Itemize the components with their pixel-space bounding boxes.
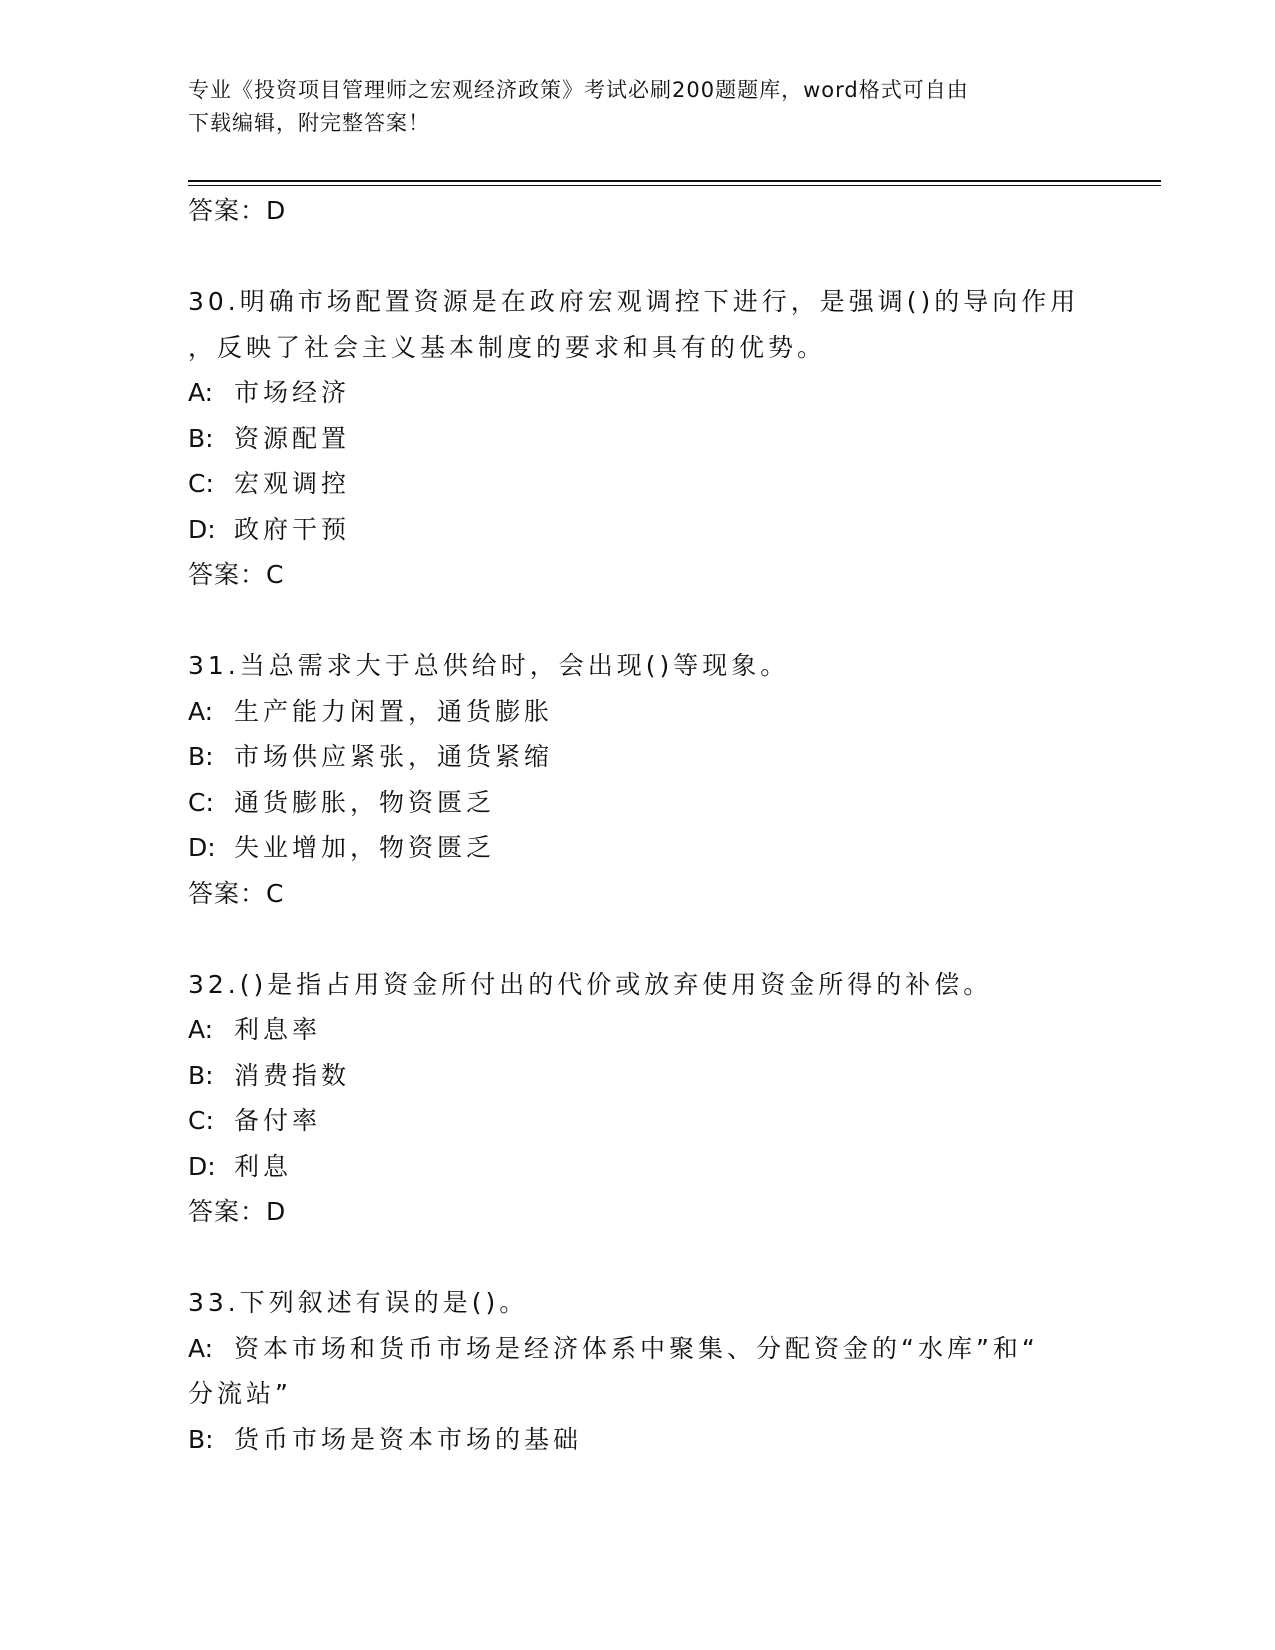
option-letter: B: [188, 423, 214, 453]
question-33 [188, 1280, 1088, 1462]
option-text: 备付率 [234, 1106, 322, 1135]
spacer [188, 1235, 1088, 1281]
header-divider-thin [188, 185, 1161, 186]
option-d [188, 825, 1088, 871]
option-letter: D: [188, 833, 216, 862]
option-a [188, 1007, 1088, 1053]
option-text: 资源配置 [234, 423, 351, 453]
option-letter: B: [188, 742, 214, 771]
option-letter: A: [188, 1333, 214, 1363]
question-stem: ，反映了社会主义基本制度的要求和具有的优势。 [188, 332, 827, 362]
option-letter: B: [188, 1424, 214, 1454]
option-letter: D: [188, 514, 216, 544]
option-text: 货币市场是资本市场的基础 [234, 1424, 583, 1454]
option-letter: C: [188, 787, 214, 817]
option-letter: B: [188, 1060, 214, 1090]
spacer [188, 916, 1088, 962]
option-text: 失业增加，物资匮乏 [234, 833, 496, 862]
option-a [188, 689, 1088, 735]
question-stem: 30.明确市场配置资源是在政府宏观调控下进行，是强调()的导向作用 [188, 287, 1080, 316]
document-header [188, 74, 1088, 140]
option-a-continuation [188, 1371, 1088, 1417]
option-text: 分流站” [188, 1379, 292, 1408]
option-letter: D: [188, 1151, 216, 1181]
question-31 [188, 643, 1088, 916]
option-d [188, 507, 1088, 553]
answer-line: 答案：D [188, 1197, 287, 1226]
option-letter: C: [188, 469, 214, 498]
option-text: 宏观调控 [234, 469, 351, 498]
option-text: 通货膨胀，物资匮乏 [234, 787, 496, 817]
answer-line: 答案：C [188, 878, 285, 908]
option-text: 市场供应紧张，通货紧缩 [234, 742, 554, 771]
question-32 [188, 962, 1088, 1235]
option-text: 利息 [234, 1151, 293, 1181]
option-letter: A: [188, 1015, 214, 1044]
option-text: 利息率 [234, 1015, 322, 1044]
option-b [188, 1417, 1088, 1463]
option-b [188, 416, 1088, 462]
option-d [188, 1144, 1088, 1190]
header-line-2: 下载编辑，附完整答案！ [188, 111, 430, 135]
option-c [188, 780, 1088, 826]
option-a [188, 1326, 1088, 1372]
option-b [188, 1053, 1088, 1099]
answer-line: 答案：D [188, 196, 287, 225]
question-stem: 32.()是指占用资金所付出的代价或放弃使用资金所得的补偿。 [188, 969, 993, 999]
option-text: 市场经济 [234, 378, 351, 407]
option-c [188, 1098, 1088, 1144]
option-text: 生产能力闲置，通货膨胀 [234, 696, 554, 726]
question-stem: 31.当总需求大于总供给时，会出现()等现象。 [188, 651, 790, 680]
answer-line: 答案：C [188, 560, 285, 589]
header-line-1: 专业《投资项目管理师之宏观经济政策》考试必刷200题题库，word格式可自由 [188, 78, 969, 102]
option-b [188, 734, 1088, 780]
option-letter: A: [188, 696, 214, 726]
option-a [188, 370, 1088, 416]
option-text: 消费指数 [234, 1060, 351, 1090]
option-letter: A: [188, 378, 214, 407]
spacer [188, 234, 1088, 280]
option-text: 政府干预 [234, 514, 351, 544]
question-30 [188, 279, 1088, 598]
option-text: 资本市场和货币市场是经济体系中聚集、分配资金的“水库”和“ [234, 1333, 1039, 1363]
spacer [188, 598, 1088, 644]
question-list [188, 188, 1088, 1462]
option-letter: C: [188, 1106, 214, 1135]
question-stem: 33.下列叙述有误的是()。 [188, 1288, 529, 1317]
option-c [188, 461, 1088, 507]
header-divider-thick [188, 180, 1161, 182]
